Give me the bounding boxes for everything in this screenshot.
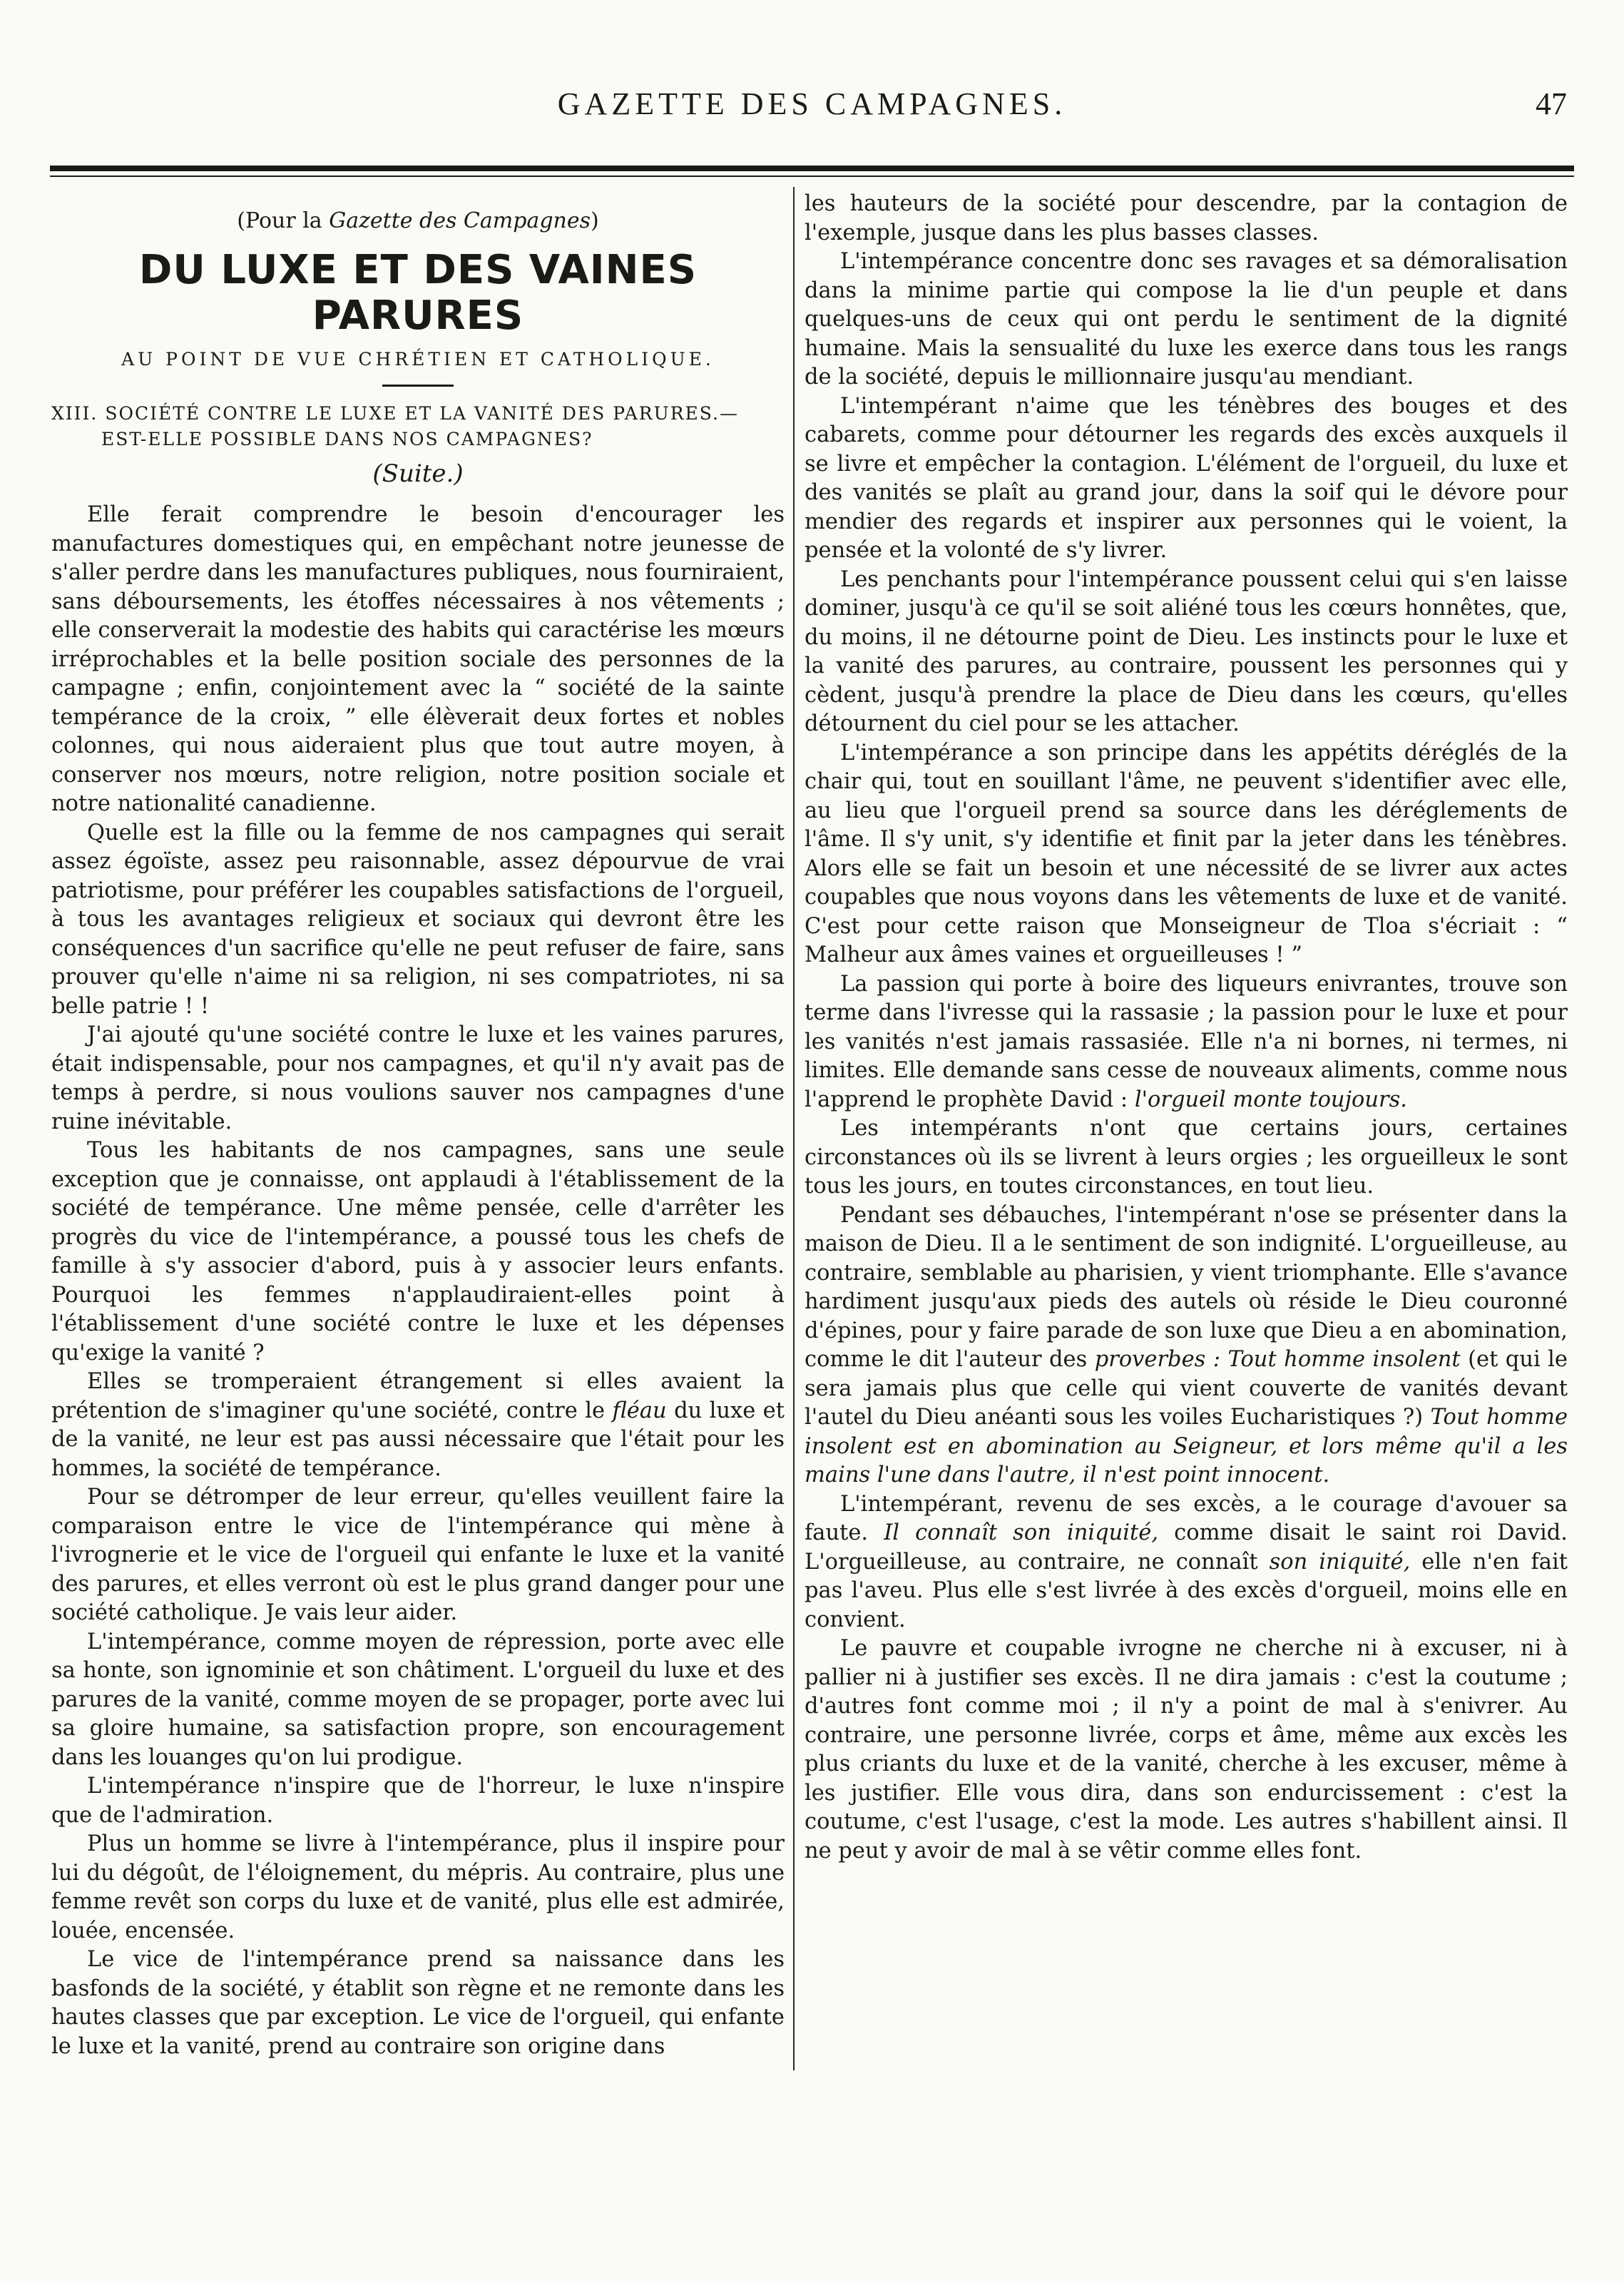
- text-run: elle n'en fait pas l'aveu. Plus elle s'est livrée à des excès d'orgueil, moins elle en convient.: [805, 1549, 1568, 1632]
- left-column: [51, 190, 785, 2226]
- text-run: La passion qui porte à boire des liqueurs enivrantes, trouve son terme dans l'ivresse qui la rassasie ; la passion pour le luxe et pour les vanités n'est jamais rassasiée. Elle n'a ni bornes, ni termes, ni limites. Elle demande sans cesse de nouveaux aliments, comme nous l'apprend le prophète David :: [805, 971, 1568, 1112]
- article-source: [51, 207, 785, 236]
- text-run: du luxe et de la vanité, ne leur est pas aussi nécessaire que l'était pour les hommes, la société de tempérance.: [51, 1398, 785, 1481]
- paragraph: L'intempérance, comme moyen de répression, porte avec elle sa honte, son ignominie et son châtiment. L'orgueil du luxe et des parures de la vanité, comme moyen de se propager, porte avec lui sa gloire humaine, sa satisfaction propre, son encouragement dans les louanges qu'on lui prodigue.: [51, 1629, 785, 1770]
- text-run: Pendant ses débauches, l'intempérant n'ose se présenter dans la maison de Dieu. Il a le sentiment de son indignité. L'orgueilleuse, au contraire, semblable au pharisien, y vient triomphante. Elle s'avance hardiment jusqu'aux pieds des autels où réside le Dieu couronné d'épines, pour y faire parade de son luxe que Dieu a en abomination, comme le dit l'auteur des: [805, 1202, 1568, 1372]
- section-title: XIII. SOCIÉTÉ CONTRE LE LUXE ET LA VANITÉ DES PARURES.—EST-ELLE POSSIBLE DANS NOS CAMPAGNES?: [51, 402, 739, 449]
- paragraph: Pour se détromper de leur erreur, qu'elles veuillent faire la comparaison entre le vice de l'intempérance qui mène à l'ivrognerie et le vice de l'orgueil qui enfante le luxe et la vanité des parures, et elles verront où est le plus grand danger pour une société catholique. Je vais leur aider.: [51, 1485, 785, 1625]
- paragraph: [805, 1490, 1568, 1635]
- source-journal: Gazette des Campagnes: [329, 208, 591, 233]
- header-rule-thick: [50, 166, 1574, 171]
- paragraph: Le pauvre et coupable ivrogne ne cherche ni à excuser, ni à pallier ni à justifier ses excès. Il ne dira jamais : c'est la coutume ; d'autres font comme moi ; il n'y a point de mal à s'enivrer. Au contraire, une personne livrée, corps et âme, même aux excès les plus criants du luxe et de la vanité, cherche à les excuser, même à les justifier. Elle vous dira, dans son endurcissement : c'est la coutume, c'est l'usage, c'est la mode. Les autres s'habillent ainsi. Il ne peut y avoir de mal à se vêtir comme elles font.: [805, 1636, 1568, 1863]
- emphasis: Tout homme insolent est en abomination au Seigneur, et lors même qu'il a les mains l'une dans l'autre, il n'est point innocent.: [805, 1405, 1568, 1488]
- article-headline: DU LUXE ET DES VAINES PARURES: [138, 246, 698, 339]
- column-divider: [793, 187, 795, 2070]
- paragraph: Tous les habitants de nos campagnes, sans une seule exception que je connaisse, ont applaudi à l'établissement de la société de tempérance. Une même pensée, celle d'arrêter les progrès du vice de l'intempérance, a poussé tous les chefs de famille à s'y associer d'abord, puis à y associer leurs enfants. Pourquoi les femmes n'applaudiraient-elles point à l'établissement d'une société contre le luxe et les dépenses qu'exige la vanité ?: [51, 1138, 785, 1366]
- paragraph: Elle ferait comprendre le besoin d'encourager les manufactures domestiques qui, en empêchant notre jeunesse de s'aller perdre dans les manufactures publiques, nous fourniraient, sans déboursements, les étoffes nécessaires à nos vêtements ; elle conserverait la modestie des habits qui caractérise les mœurs irréprochables et la belle position sociale des personnes de la campagne ; enfin, conjointement avec la “ société de la sainte tempérance de la croix, ” elle élèverait deux fortes et nobles colonnes, qui nous aideraient plus que tout autre moyen, à conserver nos mœurs, notre religion, notre position sociale et notre nationalité canadienne.: [51, 502, 785, 816]
- right-column: [805, 190, 1568, 2226]
- paragraph: Les penchants pour l'intempérance poussent celui qui s'en laisse dominer, jusqu'à ce qu'il se soit aliéné tous les cœurs honnêtes, que, du moins, il ne détourne point de Dieu. Les instincts pour le luxe et la vanité des parures, au contraire, poussent les personnes qui y cèdent, jusqu'à prendre la place de Dieu dans les cœurs, qu'elles détournent du ciel pour se les attacher.: [805, 566, 1568, 736]
- source-suffix: ): [591, 208, 599, 233]
- emphasis: proverbes : Tout homme insolent: [1094, 1347, 1461, 1372]
- page-number: 47: [1536, 86, 1567, 121]
- emphasis: l'orgueil monte toujours.: [1134, 1087, 1407, 1112]
- source-prefix: (Pour la: [237, 208, 322, 233]
- paragraph: Quelle est la fille ou la femme de nos campagnes qui serait assez égoïste, assez peu raisonnable, assez dépourvue de vrai patriotisme, pour préférer les coupables satisfactions de l'orgueil, à tous les avantages religieux et sociaux qui devront être les conséquences d'un sacrifice qu'elle ne peut refuser de faire, sans prouver qu'elle n'aime ni sa religion, ni ses compatriotes, ni sa belle patrie ! !: [51, 820, 785, 1019]
- paragraph: Plus un homme se livre à l'intempérance, plus il inspire pour lui du dégoût, de l'éloignement, du mépris. Au contraire, plus une femme revêt son corps du luxe et de vanité, plus elle est admirée, louée, encensée.: [51, 1831, 785, 1943]
- text-run: Elles se tromperaient étrangement si elles avaient la prétention de s'imaginer qu'une société, contre le: [51, 1369, 785, 1423]
- emphasis: fléau: [612, 1398, 667, 1423]
- text-run: L'intempérant, revenu de ses excès, a le courage d'avouer sa faute.: [805, 1491, 1568, 1545]
- paragraph: Les intempérants n'ont que certains jours, certaines circonstances où ils se livrent à leurs orgies ; les orgueilleux le sont tous les jours, en toutes circonstances, en tout lieu.: [805, 1116, 1568, 1199]
- paragraph: L'intempérant n'aime que les ténèbres des bouges et des cabarets, comme pour détourner les regards des excès auxquels il se livre et empêcher la contagion. L'élément de l'orgueil, du luxe et des vanités se plaît au grand jour, dans la soif qui le dévore pour mendier des regards et inspirer aux personnes qui le voient, la pensée et la volonté de s'y livrer.: [805, 393, 1568, 563]
- page-header: [50, 86, 1574, 128]
- header-rule-thin: [50, 176, 1574, 177]
- paragraph: [51, 1368, 785, 1483]
- emphasis: Il connaît son iniquité,: [884, 1520, 1159, 1545]
- paragraph: [805, 1201, 1568, 1490]
- emphasis: son iniquité,: [1269, 1549, 1411, 1575]
- article-subheadline: AU POINT DE VUE CHRÉTIEN ET CATHOLIQUE.: [121, 348, 715, 370]
- suite-label: (Suite.): [372, 459, 464, 488]
- newspaper-title: GAZETTE DES CAMPAGNES.: [557, 86, 1067, 121]
- paragraph: L'intempérance a son principe dans les appétits déréglés de la chair qui, tout en souillant l'âme, ne peuvent s'identifier avec elle, au lieu que l'orgueil prend sa source dans les déréglements de l'âme. Il s'y unit, s'y identifie et finit par la jeter dans les ténèbres. Alors elle se fait un besoin et une nécessité de se livrer aux actes coupables que nous voyons dans les vêtements de luxe et de vanité. C'est pour cette raison que Monseigneur de Tloa s'écriait : “ Malheur aux âmes vaines et orgueilleuses ! ”: [805, 740, 1568, 967]
- paragraph: J'ai ajouté qu'une société contre le luxe et les vaines parures, était indispensable, pour nos campagnes, et qu'il n'y avait pas de temps à perdre, si nous voulions sauver nos campagnes d'une ruine inévitable.: [51, 1022, 785, 1134]
- paragraph: L'intempérance n'inspire que de l'horreur, le luxe n'inspire que de l'admiration.: [51, 1774, 785, 1828]
- text-run: comme disait le saint roi David. L'orgueilleuse, au contraire, ne connaît: [805, 1520, 1568, 1575]
- paragraph: Le vice de l'intempérance prend sa naissance dans les basfonds de la société, y établit son règne et ne remonte dans les hautes classes que par exception. Le vice de l'orgueil, qui enfante le luxe et la vanité, prend au contraire son origine dans: [51, 1947, 785, 2059]
- headline-rule: [382, 385, 454, 387]
- paragraph: [805, 970, 1568, 1115]
- paragraph: L'intempérance concentre donc ses ravages et sa démoralisation dans la minime partie qui compose la lie d'un peuple et dans quelques-uns de ceux qui ont perdu le sentiment de la dignité humaine. Mais la sensualité du luxe les exerce dans tous les rangs de la société, depuis le millionnaire jusqu'au mendiant.: [805, 249, 1568, 390]
- paragraph: les hauteurs de la société pour descendre, par la contagion de l'exemple, jusque dans les plus basses classes.: [805, 191, 1568, 245]
- text-run: (et qui le sera jamais plus que celle qui vient couverte de vanités devant l'autel du Dieu anéanti sous les voiles Eucharistiques ?): [805, 1347, 1568, 1430]
